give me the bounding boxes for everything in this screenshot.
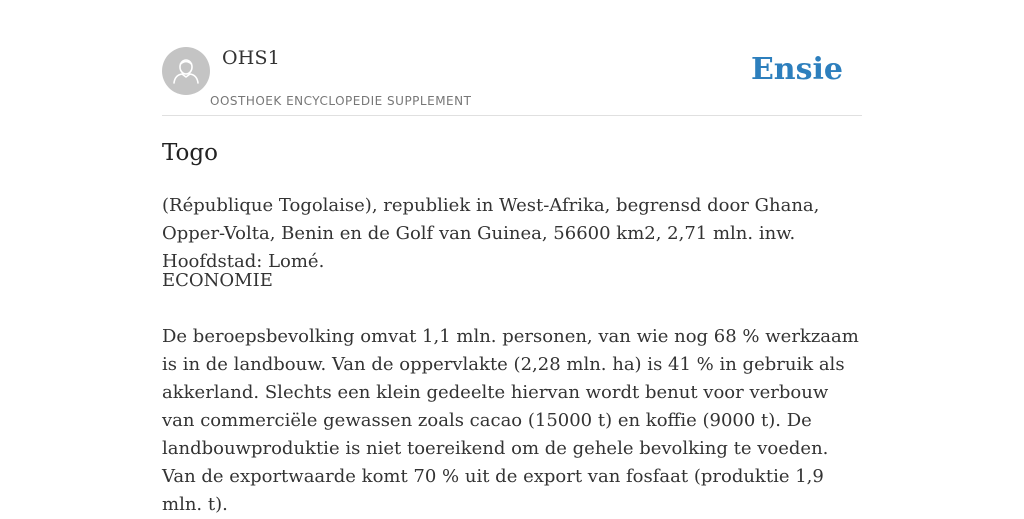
article-header [162,0,862,116]
author-name[interactable]: OHS1 [222,47,281,69]
brand-logo[interactable]: Ensie [750,52,843,87]
page-title: Togo [162,140,218,166]
intro-paragraph: (République Togolaise), republiek in West-Afrika, begrensd door Ghana, Opper-Volta, Benin en de Golf van Guinea, 56600 km2, 2,71 mln. inw. Hoofdstad: Lomé. [162,195,820,272]
section-heading: ECONOMIE [162,270,273,291]
source-label[interactable]: OOSTHOEK ENCYCLOPEDIE SUPPLEMENT [210,94,472,108]
user-silhouette-icon [162,47,210,95]
page [162,0,862,515]
avatar[interactable] [162,47,210,95]
body-paragraph: De beroepsbevolking omvat 1,1 mln. personen, van wie nog 68 % werkzaam is in de landbouw. Van de oppervlakte (2,28 mln. ha) is 41 % in gebruik als akkerland. Slechts een klein gedeelte hiervan wordt benut voor verbouw van commerciële gewassen zoals cacao (15000 t) en koffie (9000 t). De landbouwproduktie is niet toereikend om de gehele bevolking te voeden. Van de exportwaarde komt 70 % uit de export van fosfaat (produktie 1,9 mln. t). [162,326,859,515]
